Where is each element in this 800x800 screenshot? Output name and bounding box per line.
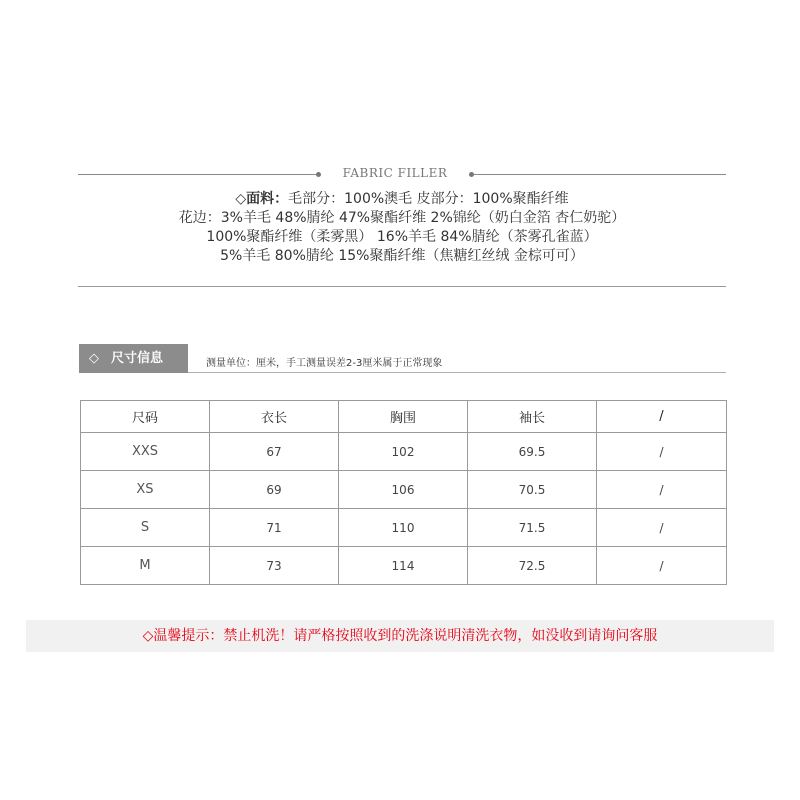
- cell-extra: /: [597, 433, 727, 471]
- fabric-line-4: 5%羊毛 80%腈纶 15%聚酯纤维（焦糖红丝绒 金棕可可）: [220, 248, 584, 264]
- section-divider: [78, 286, 726, 287]
- cell-size: M: [81, 547, 210, 585]
- fabric-label: ◇面料：: [235, 191, 289, 207]
- header-extra: /: [597, 401, 727, 433]
- fabric-line-1: [78, 190, 726, 209]
- cell-length: 67: [210, 433, 339, 471]
- cell-extra: /: [597, 547, 727, 585]
- diamond-icon: ◇: [89, 351, 99, 366]
- cell-length: 71: [210, 509, 339, 547]
- size-info-title: 尺寸信息: [111, 351, 164, 366]
- cell-size: XXS: [81, 433, 210, 471]
- cell-length: 73: [210, 547, 339, 585]
- cell-chest: 102: [339, 433, 468, 471]
- header-size: 尺码: [81, 401, 210, 433]
- measurement-note: 测量单位：厘米，手工测量误差2-3厘米属于正常现象: [206, 358, 443, 369]
- cell-extra: /: [597, 471, 727, 509]
- cell-sleeve: 69.5: [468, 433, 597, 471]
- table-header-row: [81, 401, 727, 433]
- cell-sleeve: 70.5: [468, 471, 597, 509]
- table-row: [81, 547, 727, 585]
- cell-length: 69: [210, 471, 339, 509]
- fabric-line-3: 100%聚酯纤维（柔雾黑） 16%羊毛 84%腈纶（茶雾孔雀蓝）: [206, 229, 598, 245]
- table-row: [81, 509, 727, 547]
- size-table: [80, 400, 727, 585]
- header-length: 衣长: [210, 401, 339, 433]
- header-dot-left: [316, 172, 321, 177]
- cell-size: XS: [81, 471, 210, 509]
- header-sleeve: 袖长: [468, 401, 597, 433]
- size-info-tag: [79, 344, 188, 373]
- cell-extra: /: [597, 509, 727, 547]
- cell-chest: 106: [339, 471, 468, 509]
- table-row: [81, 433, 727, 471]
- fabric-composition: [78, 190, 726, 266]
- cell-chest: 114: [339, 547, 468, 585]
- care-warning-banner: ◇温馨提示：禁止机洗！请严格按照收到的洗涤说明清洗衣物，如没收到请询问客服: [26, 620, 774, 652]
- section-title: FABRIC FILLER: [342, 166, 448, 180]
- fabric-line-2: 花边：3%羊毛 48%腈纶 47%聚酯纤维 2%锦纶（奶白金箔 杏仁奶驼）: [178, 210, 626, 226]
- header-rule-right: [474, 174, 726, 175]
- fabric-main: 毛部分：100%澳毛 皮部分：100%聚酯纤维: [288, 191, 569, 207]
- cell-chest: 110: [339, 509, 468, 547]
- size-info-rule: [188, 372, 726, 373]
- cell-sleeve: 72.5: [468, 547, 597, 585]
- cell-size: S: [81, 509, 210, 547]
- cell-sleeve: 71.5: [468, 509, 597, 547]
- header-chest: 胸围: [339, 401, 468, 433]
- header-rule-left: [78, 174, 316, 175]
- table-row: [81, 471, 727, 509]
